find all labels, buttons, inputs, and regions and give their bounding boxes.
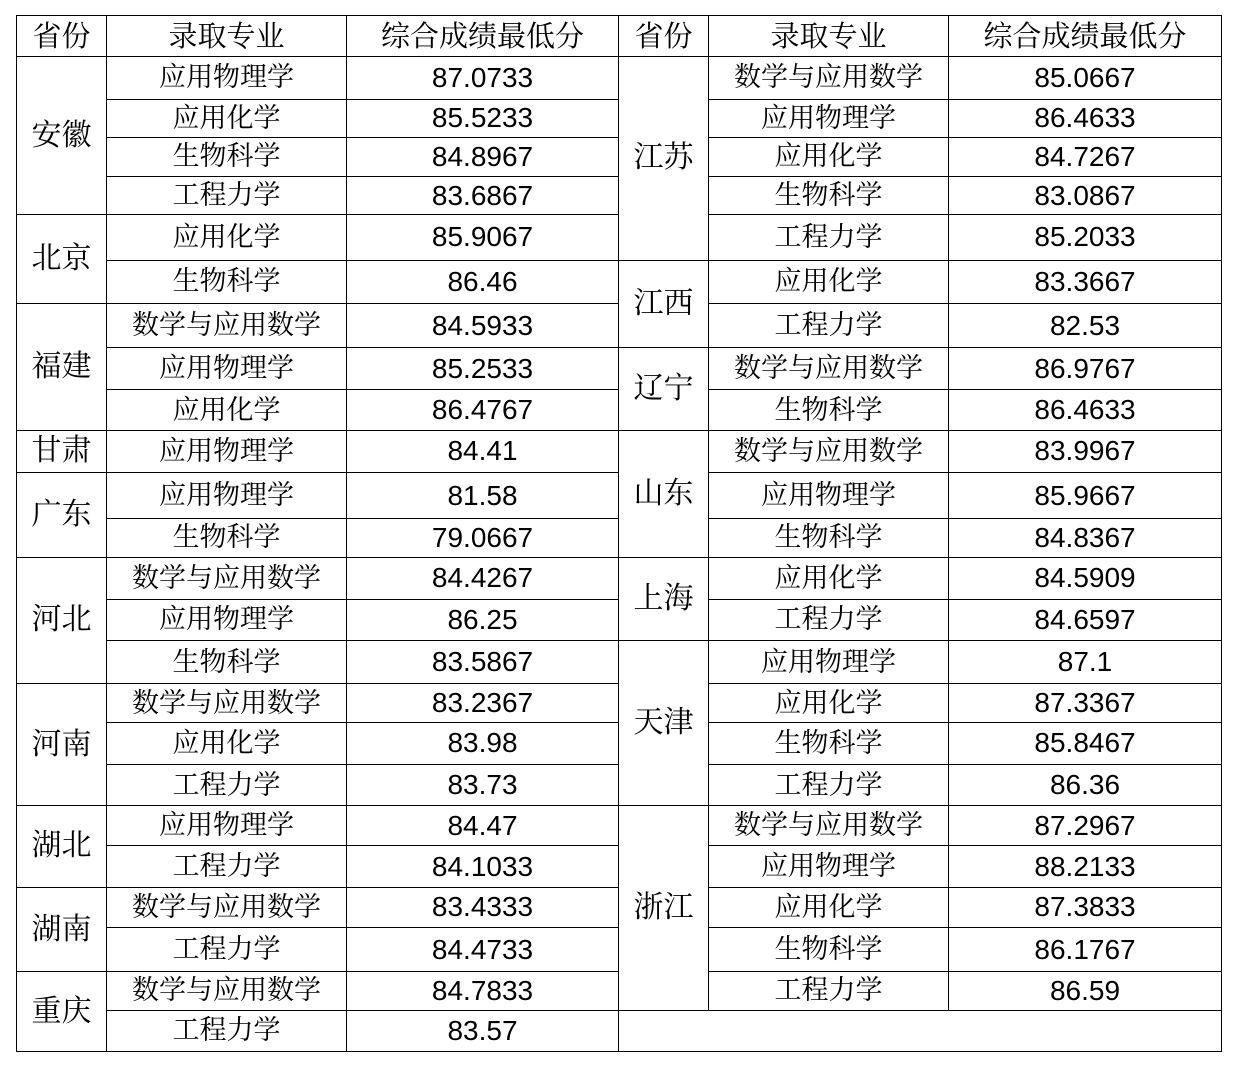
table-row: [17, 557, 1222, 599]
left-major-cell: 生物科学: [107, 641, 347, 684]
left-score-cell: 84.1033: [347, 846, 619, 887]
left-score-cell: 86.4767: [347, 390, 619, 430]
table-row: [17, 641, 1222, 684]
left-score-cell: 87.0733: [347, 57, 619, 99]
header-score-right: 综合成绩最低分: [949, 16, 1222, 57]
right-score-cell: 87.1: [949, 641, 1222, 684]
header-major-right: 录取专业: [709, 16, 949, 57]
left-major-cell: 应用物理学: [107, 806, 347, 846]
header-province: 省份: [17, 16, 107, 57]
left-score-cell: 86.25: [347, 599, 619, 640]
table-row: [17, 430, 1222, 472]
admission-score-table: [16, 15, 1222, 1052]
left-major-cell: 应用物理学: [107, 599, 347, 640]
right-score-cell: 84.6597: [949, 599, 1222, 640]
left-major-cell: 数学与应用数学: [107, 887, 347, 927]
left-score-cell: 84.47: [347, 806, 619, 846]
right-score-cell: 86.4633: [949, 99, 1222, 137]
right-major-cell: 生物科学: [709, 722, 949, 764]
right-major-cell: 工程力学: [709, 599, 949, 640]
left-province-cell: 甘肃: [17, 430, 107, 472]
left-major-cell: 数学与应用数学: [107, 557, 347, 599]
left-major-cell: 应用化学: [107, 99, 347, 137]
empty-cell: [619, 1010, 1222, 1051]
left-score-cell: 85.2533: [347, 348, 619, 390]
left-province-cell: 重庆: [17, 972, 107, 1052]
left-province-cell: 安徽: [17, 57, 107, 215]
right-score-cell: 83.3667: [949, 260, 1222, 303]
right-major-cell: 生物科学: [709, 390, 949, 430]
right-score-cell: 85.2033: [949, 215, 1222, 260]
left-score-cell: 83.4333: [347, 887, 619, 927]
left-score-cell: 83.57: [347, 1010, 619, 1051]
left-major-cell: 生物科学: [107, 519, 347, 557]
right-major-cell: 数学与应用数学: [709, 348, 949, 390]
right-major-cell: 应用物理学: [709, 846, 949, 887]
left-score-cell: 85.5233: [347, 99, 619, 137]
right-score-cell: 86.4633: [949, 390, 1222, 430]
right-major-cell: 应用化学: [709, 137, 949, 176]
left-major-cell: 数学与应用数学: [107, 303, 347, 347]
header-score: 综合成绩最低分: [347, 16, 619, 57]
left-score-cell: 84.5933: [347, 303, 619, 347]
left-major-cell: 应用物理学: [107, 430, 347, 472]
right-province-cell: 江西: [619, 260, 709, 348]
right-major-cell: 应用化学: [709, 887, 949, 927]
right-province-cell: 辽宁: [619, 348, 709, 431]
right-score-cell: 84.8367: [949, 519, 1222, 557]
right-score-cell: 88.2133: [949, 846, 1222, 887]
right-score-cell: 86.9767: [949, 348, 1222, 390]
right-major-cell: 工程力学: [709, 972, 949, 1010]
table-row: [17, 1010, 1222, 1051]
right-major-cell: 应用化学: [709, 260, 949, 303]
right-score-cell: 87.2967: [949, 806, 1222, 846]
table-body: [17, 16, 1222, 1052]
right-score-cell: 86.1767: [949, 927, 1222, 971]
right-score-cell: 83.0867: [949, 177, 1222, 215]
table-row: [17, 348, 1222, 390]
right-major-cell: 工程力学: [709, 764, 949, 805]
left-score-cell: 79.0667: [347, 519, 619, 557]
right-score-cell: 86.36: [949, 764, 1222, 805]
left-major-cell: 应用物理学: [107, 57, 347, 99]
right-major-cell: 工程力学: [709, 303, 949, 347]
right-score-cell: 84.7267: [949, 137, 1222, 176]
right-major-cell: 生物科学: [709, 519, 949, 557]
left-major-cell: 数学与应用数学: [107, 972, 347, 1010]
left-score-cell: 84.4267: [347, 557, 619, 599]
right-major-cell: 应用化学: [709, 684, 949, 722]
right-score-cell: 82.53: [949, 303, 1222, 347]
left-major-cell: 数学与应用数学: [107, 684, 347, 722]
right-major-cell: 数学与应用数学: [709, 57, 949, 99]
left-province-cell: 福建: [17, 303, 107, 430]
left-province-cell: 河南: [17, 684, 107, 806]
right-province-cell: 上海: [619, 557, 709, 641]
header-major: 录取专业: [107, 16, 347, 57]
left-major-cell: 工程力学: [107, 1010, 347, 1051]
left-score-cell: 86.46: [347, 260, 619, 303]
left-score-cell: 84.41: [347, 430, 619, 472]
right-score-cell: 85.9667: [949, 473, 1222, 519]
left-major-cell: 应用化学: [107, 390, 347, 430]
left-major-cell: 应用物理学: [107, 348, 347, 390]
left-score-cell: 83.73: [347, 764, 619, 805]
left-major-cell: 应用化学: [107, 215, 347, 260]
left-province-cell: 河北: [17, 557, 107, 684]
left-score-cell: 83.2367: [347, 684, 619, 722]
right-major-cell: 数学与应用数学: [709, 430, 949, 472]
left-score-cell: 83.6867: [347, 177, 619, 215]
right-major-cell: 应用化学: [709, 557, 949, 599]
left-score-cell: 83.5867: [347, 641, 619, 684]
left-province-cell: 湖北: [17, 806, 107, 888]
right-major-cell: 应用物理学: [709, 641, 949, 684]
right-major-cell: 数学与应用数学: [709, 806, 949, 846]
left-province-cell: 北京: [17, 215, 107, 304]
right-major-cell: 生物科学: [709, 927, 949, 971]
left-province-cell: 广东: [17, 473, 107, 558]
right-score-cell: 83.9967: [949, 430, 1222, 472]
header-row: [17, 16, 1222, 57]
left-major-cell: 工程力学: [107, 177, 347, 215]
left-score-cell: 85.9067: [347, 215, 619, 260]
left-score-cell: 84.4733: [347, 927, 619, 971]
left-score-cell: 81.58: [347, 473, 619, 519]
left-major-cell: 生物科学: [107, 137, 347, 176]
right-score-cell: 85.0667: [949, 57, 1222, 99]
right-score-cell: 85.8467: [949, 722, 1222, 764]
header-province-right: 省份: [619, 16, 709, 57]
left-score-cell: 84.7833: [347, 972, 619, 1010]
right-province-cell: 浙江: [619, 806, 709, 1010]
left-province-cell: 湖南: [17, 887, 107, 972]
table-row: [17, 806, 1222, 846]
left-score-cell: 83.98: [347, 722, 619, 764]
right-score-cell: 87.3833: [949, 887, 1222, 927]
right-score-cell: 86.59: [949, 972, 1222, 1010]
right-province-cell: 江苏: [619, 57, 709, 260]
right-province-cell: 山东: [619, 430, 709, 557]
right-major-cell: 工程力学: [709, 215, 949, 260]
left-major-cell: 工程力学: [107, 927, 347, 971]
right-major-cell: 应用物理学: [709, 473, 949, 519]
right-score-cell: 84.5909: [949, 557, 1222, 599]
table-row: [17, 260, 1222, 303]
left-major-cell: 生物科学: [107, 260, 347, 303]
left-score-cell: 84.8967: [347, 137, 619, 176]
right-major-cell: 生物科学: [709, 177, 949, 215]
left-major-cell: 应用化学: [107, 722, 347, 764]
right-province-cell: 天津: [619, 641, 709, 806]
left-major-cell: 应用物理学: [107, 473, 347, 519]
table-row: [17, 57, 1222, 99]
left-major-cell: 工程力学: [107, 846, 347, 887]
left-major-cell: 工程力学: [107, 764, 347, 805]
right-score-cell: 87.3367: [949, 684, 1222, 722]
right-major-cell: 应用物理学: [709, 99, 949, 137]
